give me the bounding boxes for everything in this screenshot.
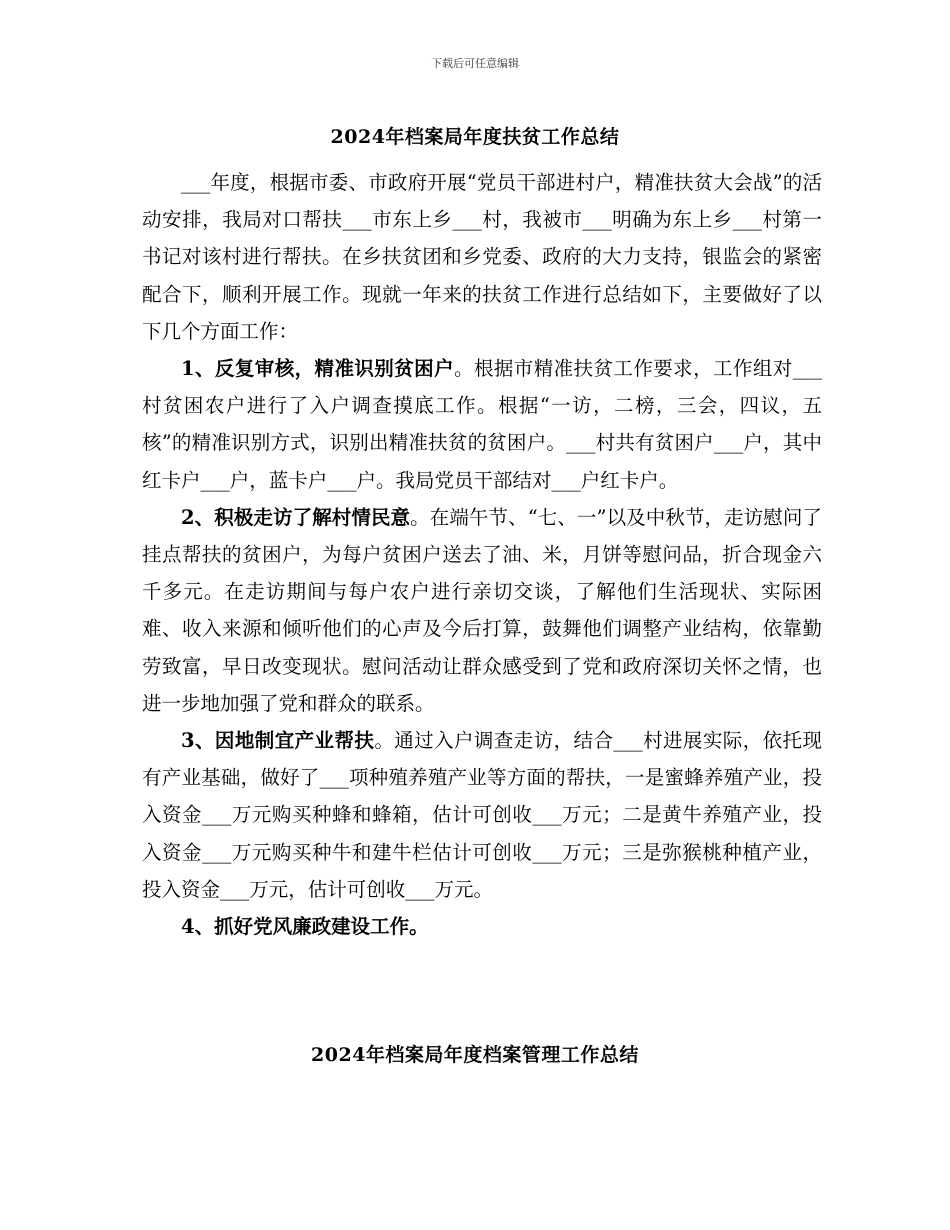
section-paragraph-2 xyxy=(142,499,822,722)
section-text-1: 。根据市精准扶贫工作要求，工作组对___村贫困农户进行了入户调查摸底工作。根据“一访，二榜，三会，四议，五核”的精准识别方式，识别出精准扶贫的贫困户。___村共有贫困户___户，其中红卡户___户，蓝卡户___户。我局党员干部结对___户红卡户。 xyxy=(142,357,822,492)
document-title: 2024年档案局年度扶贫工作总结 xyxy=(330,126,620,148)
next-document-title: 2024年档案局年度档案管理工作总结 xyxy=(311,1044,639,1066)
intro-paragraph: ___年度，根据市委、市政府开展“党员干部进村户，精准扶贫大会战”的活动安排，我局对口帮扶___市东上乡___村，我被市___明确为东上乡___村第一书记对该村进行帮扶。在乡扶贫团和乡党委、政府的大力支持，银监会的紧密配合下，顺利开展工作。现就一年来的扶贫工作进行总结如下，主要做好了以下几个方面工作： xyxy=(142,171,822,343)
section-paragraph-4 xyxy=(142,908,822,945)
section-heading-1: 1、反复审核，精准识别贫困户 xyxy=(181,357,455,381)
section-paragraph-3 xyxy=(142,722,822,908)
section-heading-4: 4、抓好党风廉政建设工作。 xyxy=(181,915,429,939)
section-heading-3: 3、因地制宜产业帮扶 xyxy=(181,729,375,753)
section-text-2: 。在端午节、“七、一”以及中秋节，走访慰问了挂点帮扶的贫困户，为每户贫困户送去了油、米，月饼等慰问品，折合现金六千多元。在走访期间与每户农户进行亲切交谈，了解他们生活现状、实际困难、收入来源和倾听他们的心声及今后打算，鼓舞他们调整产业结构，依靠勤劳致富，早日改变现状。慰问活动让群众感受到了党和政府深切关怀之情，也进一步地加强了党和群众的联系。 xyxy=(142,505,822,715)
section-text-3: 。通过入户调查走访，结合___村进展实际，依托现有产业基础，做好了___项种殖养殖产业等方面的帮扶，一是蜜蜂养殖产业，投入资金___万元购买种蜂和蜂箱，估计可创收___万元；二是黄牛养殖产业，投入资金___万元购买种牛和建牛栏估计可创收___万元；三是弥猴桃种植产业，投入资金___万元，估计可创收___万元。 xyxy=(142,729,822,901)
header-note: 下载后可任意编辑 xyxy=(431,57,519,70)
section-paragraph-1 xyxy=(142,350,822,499)
section-heading-2: 2、积极走访了解村情民意 xyxy=(181,505,411,529)
document-body xyxy=(142,164,822,945)
